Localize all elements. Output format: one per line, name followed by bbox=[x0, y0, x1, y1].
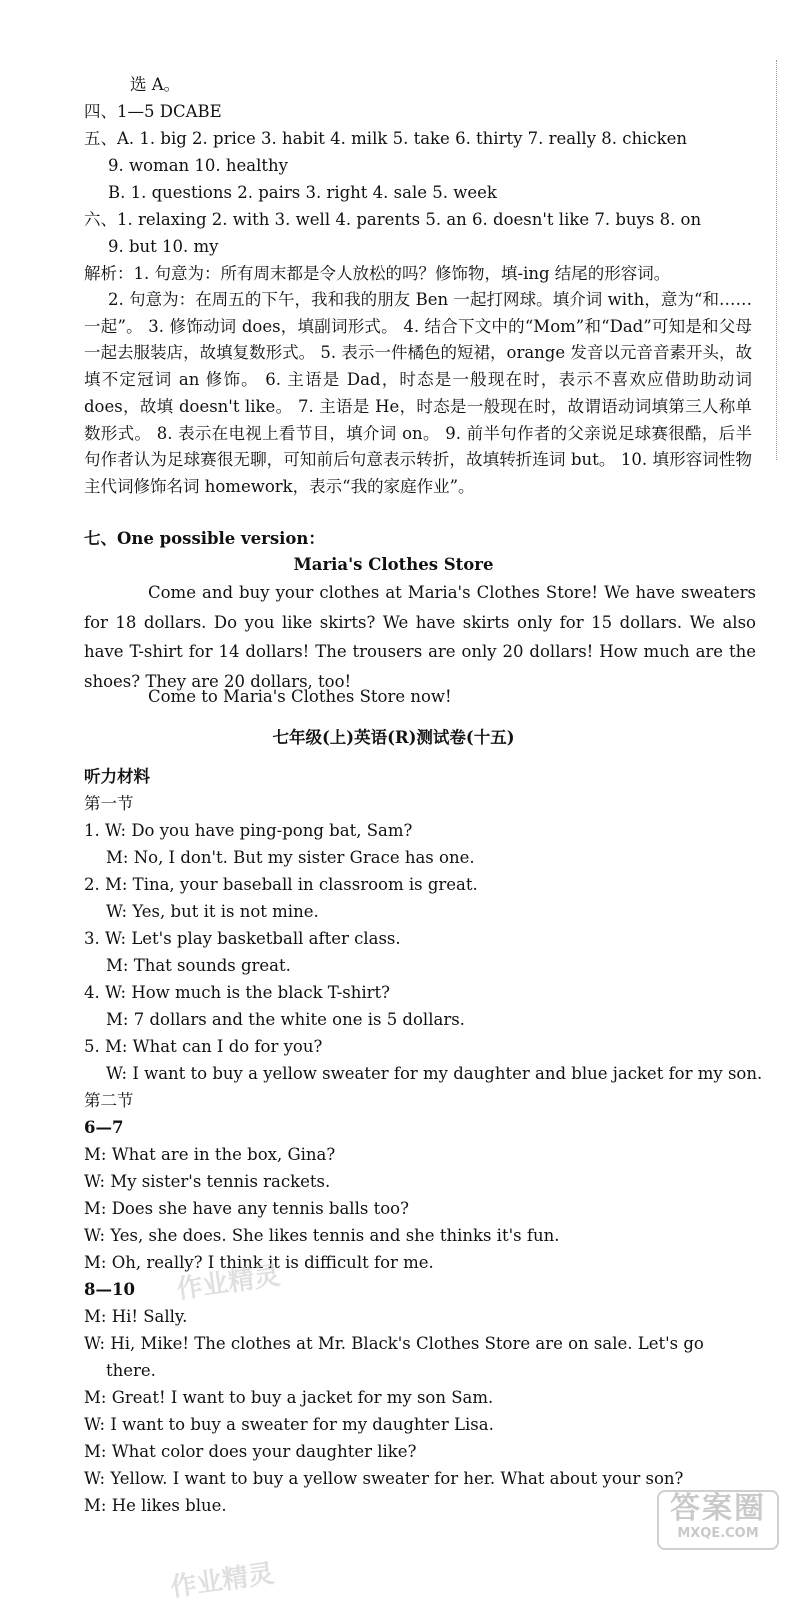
conversation-1-line: M: Oh, really? I think it is difficult for me. bbox=[84, 1253, 434, 1272]
answer-section-5a: 五、A. 1. big 2. price 3. habit 4. milk 5. take 6. thirty 7. really 8. chicken bbox=[84, 129, 688, 148]
answer-section-4: 四、1—5 DCABE bbox=[84, 102, 222, 121]
dialogue-4-q: 4. W: How much is the black T-shirt? bbox=[84, 983, 390, 1002]
analysis-first-line: 解析：1. 句意为：所有周末都是令人放松的吗？修饰物，填-ing 结尾的形容词。 bbox=[84, 264, 671, 283]
conversation-1-line: M: Does she have any tennis balls too? bbox=[84, 1199, 409, 1218]
watermark-stamp-url: MXQE.COM bbox=[677, 1526, 759, 1541]
dialogue-5-a: W: I want to buy a yellow sweater for my daughter and blue jacket for my son. bbox=[106, 1064, 763, 1083]
conversation-2-line: M: What color does your daughter like? bbox=[84, 1442, 417, 1461]
page-edge-marks bbox=[776, 60, 787, 460]
answer-line-1: 选 A。 bbox=[130, 75, 181, 94]
conversation-1-line: M: What are in the box, Gina? bbox=[84, 1145, 336, 1164]
conversation-2-line: W: I want to buy a sweater for my daughter Lisa. bbox=[84, 1415, 494, 1434]
dialogue-2-a: W: Yes, but it is not mine. bbox=[106, 902, 319, 921]
watermark-stamp bbox=[657, 1490, 779, 1550]
listening-heading: 听力材料 bbox=[84, 767, 150, 786]
dialogue-3-q: 3. W: Let's play basketball after class. bbox=[84, 929, 401, 948]
section-1-heading: 第一节 bbox=[84, 794, 134, 813]
answer-section-6: 六、1. relaxing 2. with 3. well 4. parents 5. an 6. doesn't like 7. buys 8. on bbox=[84, 210, 702, 229]
section-2-heading: 第二节 bbox=[84, 1091, 134, 1110]
conversation-2-line-cont: there. bbox=[106, 1361, 156, 1380]
essay-title: Maria's Clothes Store bbox=[293, 555, 494, 574]
dialogue-1-a: M: No, I don't. But my sister Grace has one. bbox=[106, 848, 475, 867]
test-title: 七年级(上)英语(R)测试卷(十五) bbox=[272, 728, 515, 747]
conversation-2-line: M: Hi! Sally. bbox=[84, 1307, 188, 1326]
answer-section-5b: B. 1. questions 2. pairs 3. right 4. sale 5. week bbox=[108, 183, 497, 202]
conversation-1-line: W: My sister's tennis rackets. bbox=[84, 1172, 331, 1191]
conversation-2-line: W: Yellow. I want to buy a yellow sweater for her. What about your son? bbox=[84, 1469, 684, 1488]
dialogue-3-a: M: That sounds great. bbox=[106, 956, 291, 975]
conversation-2-line: M: Great! I want to buy a jacket for my son Sam. bbox=[84, 1388, 494, 1407]
dialogue-1-q: 1. W: Do you have ping-pong bat, Sam? bbox=[84, 821, 413, 840]
dialogue-2-q: 2. M: Tina, your baseball in classroom is great. bbox=[84, 875, 478, 894]
conversation-1-line: W: Yes, she does. She likes tennis and she thinks it's fun. bbox=[84, 1226, 560, 1245]
dialogue-5-q: 5. M: What can I do for you? bbox=[84, 1037, 323, 1056]
answer-section-6-cont: 9. but 10. my bbox=[108, 237, 219, 256]
essay-paragraph-2: Come to Maria's Clothes Store now! bbox=[148, 687, 452, 706]
conversation-2-line: W: Hi, Mike! The clothes at Mr. Black's Clothes Store are on sale. Let's go bbox=[84, 1334, 704, 1353]
answer-section-5a-cont: 9. woman 10. healthy bbox=[108, 156, 288, 175]
essay-heading: 七、One possible version： bbox=[84, 529, 325, 548]
range-8-10: 8—10 bbox=[84, 1280, 135, 1299]
conversation-2-line: M: He likes blue. bbox=[84, 1496, 227, 1515]
essay-paragraph-1: Come and buy your clothes at Maria's Clothes Store! We have sweaters for 18 dollars. Do you like skirts? We have skirts only for 15 dollars. We also have T-shirt for 14 dollars! The trousers are only 20 dollars! How much are the shoes? They are 20 dollars, too! bbox=[84, 583, 756, 691]
analysis-body: 2. 句意为：在周五的下午，我和我的朋友 Ben 一起打网球。填介词 with，意为“和……一起”。 3. 修饰动词 does，填副词形式。 4. 结合下文中的“Mom”和“Dad”可知是和父母一起去服装店，故填复数形式。 5. 表示一件橘色的短裙，orange 发音以元音音素开头，故填不定冠词 an 修饰。 6. 主语是 Dad，时态是一般现在时，表示不喜欢应借助助动词 does，故填 doesn't like。 7. 主语是 He，时态是一般现在时，故谓语动词填第三人称单数形式。 8. 表示在电视上看节目，填介词 on。 9. 前半句作者的父亲说足球赛很酷，后半句作者认为足球赛很无聊，可知前后句意表示转折，故填转折连词 but。 10. 填形容词性物主代词修饰名词 homework，表示“我的家庭作业”。 bbox=[84, 290, 752, 496]
dialogue-4-a: M: 7 dollars and the white one is 5 dollars. bbox=[106, 1010, 465, 1029]
watermark-faint: 作业精灵 bbox=[174, 1260, 282, 1306]
range-6-7: 6—7 bbox=[84, 1118, 124, 1137]
watermark-stamp-text: 答案圈 bbox=[670, 1491, 766, 1526]
watermark-faint: 作业精灵 bbox=[168, 1558, 276, 1604]
